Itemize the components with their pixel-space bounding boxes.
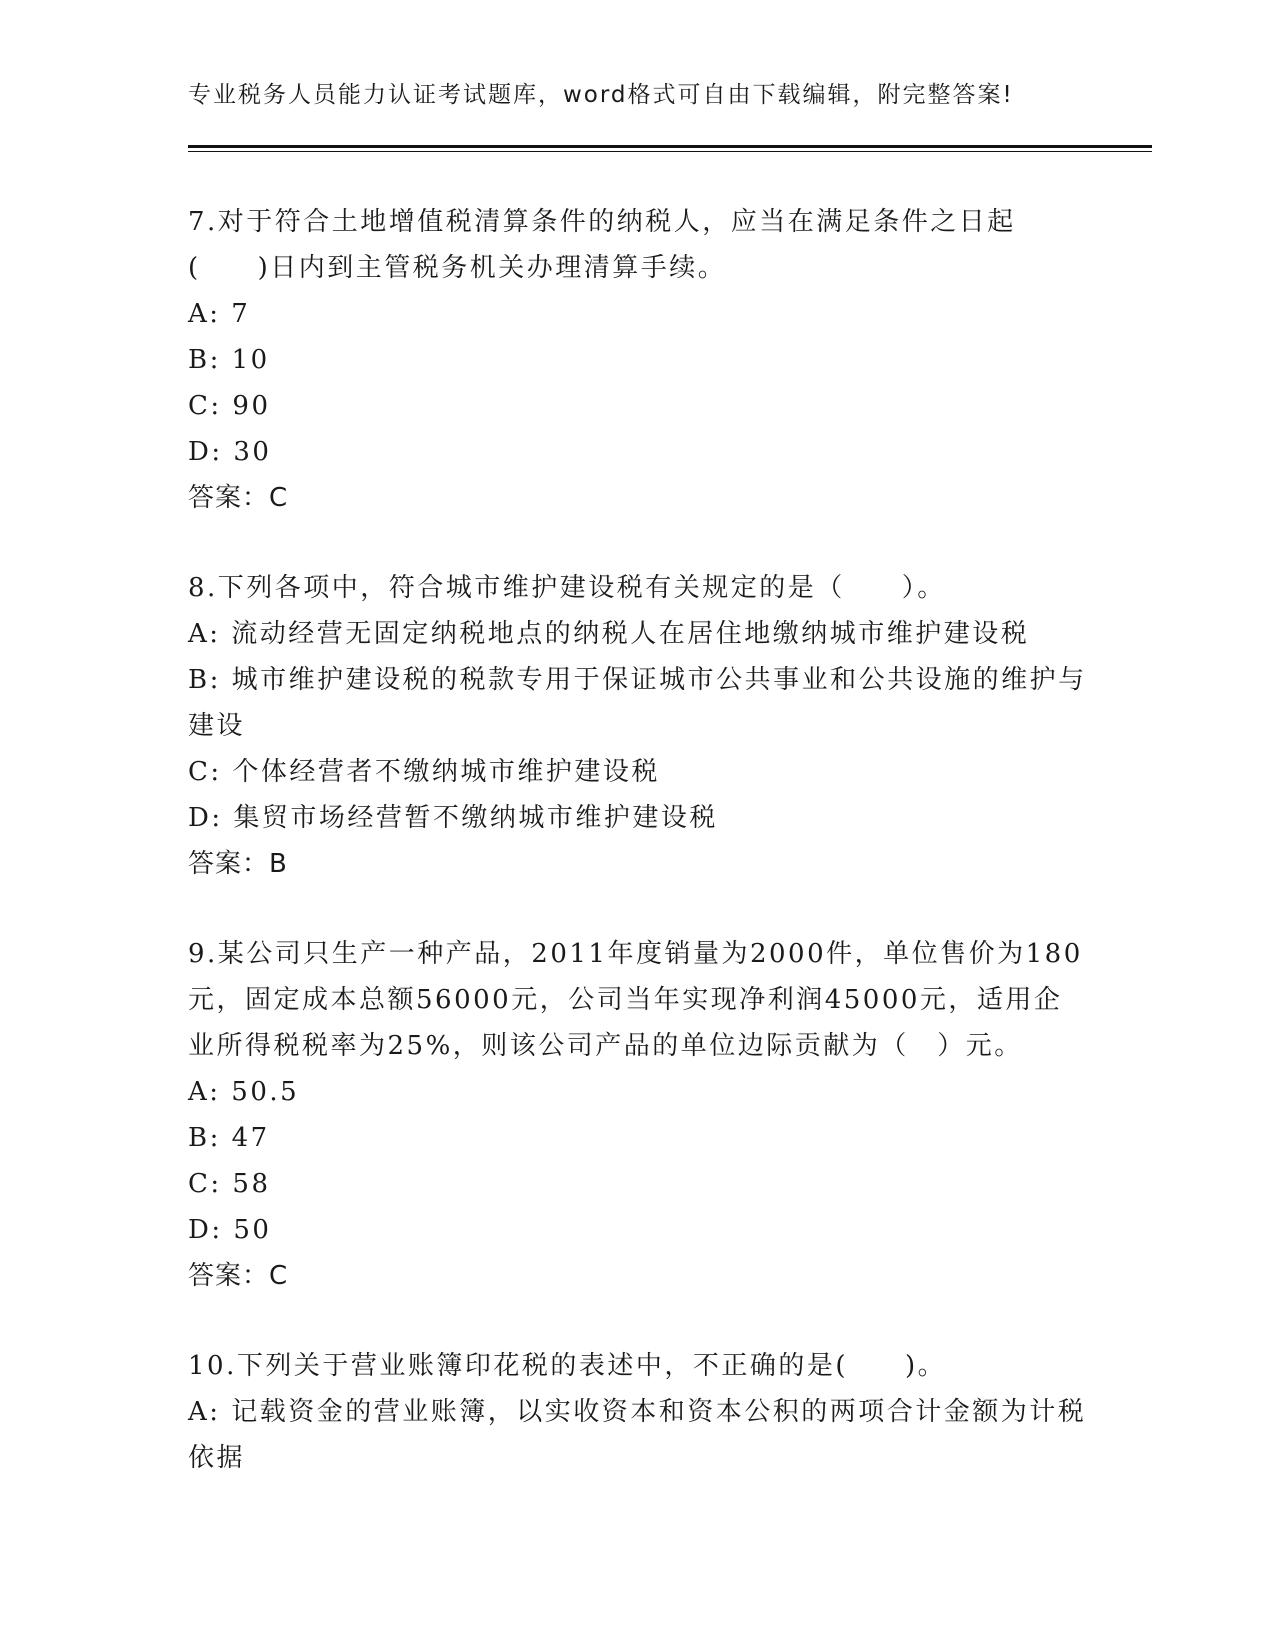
- option-c: C: 90: [188, 391, 271, 421]
- header-rule-thin: [188, 151, 1152, 152]
- option-c: C: 个体经营者不缴纳城市维护建设税: [188, 757, 660, 787]
- question-list: [188, 199, 1088, 1481]
- question-7: [188, 199, 1088, 521]
- question-9: [188, 931, 1088, 1299]
- question-stem: 9.某公司只生产一种产品，2011年度销量为2000件，单位售价为180元，固定成本总额56000元，公司当年实现净利润45000元，适用企业所得税税率为25%，则该公司产品的单位边际贡献为（ ）元。: [188, 939, 1083, 1061]
- question-stem: 8.下列各项中，符合城市维护建设税有关规定的是（ ）。: [188, 573, 946, 603]
- answer: 答案：B: [188, 849, 288, 879]
- question-10: [188, 1343, 1088, 1481]
- option-b: B: 47: [188, 1123, 270, 1153]
- spacer: [188, 1299, 1088, 1343]
- option-b: B: 10: [188, 345, 270, 375]
- option-a: A: 7: [188, 299, 251, 329]
- option-c: C: 58: [188, 1169, 271, 1199]
- page-header: 专业税务人员能力认证考试题库，word格式可自由下载编辑，附完整答案!: [188, 82, 1014, 108]
- spacer: [188, 521, 1088, 565]
- question-8: [188, 565, 1088, 887]
- option-d: D: 集贸市场经营暂不缴纳城市维护建设税: [188, 803, 718, 833]
- option-d: D: 50: [188, 1215, 272, 1245]
- option-a: A: 流动经营无固定纳税地点的纳税人在居住地缴纳城市维护建设税: [188, 619, 1030, 649]
- header-rule-thick: [188, 145, 1152, 148]
- option-d: D: 30: [188, 437, 272, 467]
- option-b: B: 城市维护建设税的税款专用于保证城市公共事业和公共设施的维护与建设: [188, 665, 1087, 741]
- answer: 答案：C: [188, 1261, 289, 1291]
- question-stem: 7.对于符合土地增值税清算条件的纳税人，应当在满足条件之日起( )日内到主管税务机关办理清算手续。: [188, 207, 1016, 283]
- question-stem: 10.下列关于营业账簿印花税的表述中，不正确的是( )。: [188, 1351, 947, 1381]
- option-a: A: 50.5: [188, 1077, 300, 1107]
- answer: 答案：C: [188, 483, 289, 513]
- spacer: [188, 887, 1088, 931]
- option-a: A: 记载资金的营业账簿，以实收资本和资本公积的两项合计金额为计税依据: [188, 1397, 1087, 1473]
